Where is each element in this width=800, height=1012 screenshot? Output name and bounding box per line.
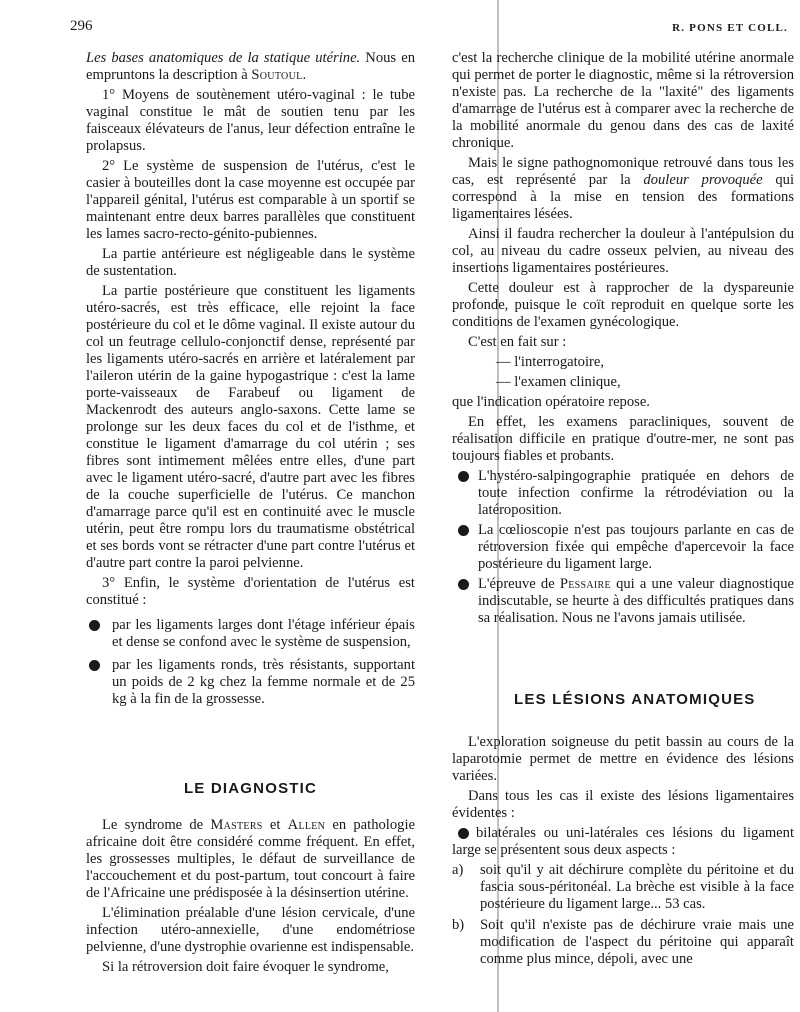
bullet-icon xyxy=(458,525,469,536)
paragraph: La partie postérieure que constituent les ligaments utéro-sacrés, est très efficace, elle rejoint la face postérieure du col et le dôme vaginal. Il existe autour du col un feutrage cellulo-conjonctif dense, représenté par les ligaments utéro-sacrés en arrière et latéralement par l'aileron utérin de la gaine hypogastrique : c'est la lame porte-vaisseaux de Farabeuf ou ligament de Mackenrodt des auteurs anglo-saxons. Cette lame se prolonge sur les deux faces du col et de l'isthme, et constitue le ligament d'amarrage du col utérin ; ses fibres sont intimement mêlées entre elles, d'une part avec le ligament utéro-sacré, d'autre part avec les fibres de la couche superficielle de l'utérus. Ce manchon d'amarrage parce qu'il est en continuité avec le muscle utérin, peut être rompu lors du traumatisme obstétrical et ses bords vont se rétracter d'une part contre l'utérus et d'autre part contre la paroi pelvienne. xyxy=(86,283,415,571)
paragraph: Si la rétroversion doit faire évoquer le syndrome, xyxy=(102,959,389,975)
paragraph: que l'indication opératoire repose. xyxy=(452,394,650,410)
bullet-icon xyxy=(89,620,100,631)
running-head: R. PONS ET COLL. xyxy=(672,22,788,34)
paragraph: Cette douleur est à rapprocher de la dyspareunie profonde, puisque le coït reproduit en quelque sorte les conditions de l'examen gynécologique. xyxy=(452,280,794,330)
dash-item: — l'interrogatoire, xyxy=(496,354,604,370)
bullet-icon xyxy=(458,579,469,590)
paragraph: Dans tous les cas il existe des lésions ligamentaires évidentes : xyxy=(452,788,794,821)
paragraph: En effet, les examens paracliniques, souvent de réalisation difficile en pratique d'outre-mer, ne sont pas toujours fiables et probants. xyxy=(452,414,794,464)
list-item: par les ligaments larges dont l'étage inférieur épais et dense se confond avec le système de suspension, xyxy=(86,617,415,651)
list-item: La cœlioscopie n'est pas toujours parlante en cas de rétroversion fixée qui empêche d'apercevoir la face postérieure du ligament large. xyxy=(452,522,794,573)
section-heading: LES LÉSIONS ANATOMIQUES xyxy=(514,691,756,708)
list-item: L'épreuve de Pessaire qui a une valeur diagnostique indiscutable, se heurte à des difficultés pratiques dans sa réalisation. Nous ne l'avons jamais utilisée. xyxy=(452,576,794,627)
list-item: par les ligaments ronds, très résistants, supportant un poids de 2 kg chez la femme normale et de 25 kg à la fin de la grossesse. xyxy=(86,657,415,708)
right-column xyxy=(452,50,794,972)
paragraph: La partie antérieure est négligeable dans le système de sustentation. xyxy=(86,246,415,279)
paragraph: Mais le signe pathognomonique retrouvé dans tous les cas, est représenté par la douleur provoquée qui correspond à la mise en tension des formations ligamentaires lésées. xyxy=(452,155,795,222)
paragraph: 3° Enfin, le système d'orientation de l'utérus est constitué : xyxy=(86,575,415,608)
paragraph: C'est en fait sur : xyxy=(468,334,567,350)
page-number: 296 xyxy=(70,18,93,34)
bullet-icon xyxy=(458,828,469,839)
enum-item: b) Soit qu'il n'existe pas de déchirure vraie mais une modification de l'aspect du péritoine qui apparaît comme plus mince, dépoli, avec une xyxy=(452,917,794,967)
section-heading: LE DIAGNOSTIC xyxy=(183,780,318,797)
list-item: bilatérales ou uni-latérales ces lésions du ligament large se présentent sous deux aspects : xyxy=(452,825,794,858)
dash-item: — l'examen clinique, xyxy=(496,374,621,390)
paragraph: c'est la recherche clinique de la mobilité utérine anormale qui permet de porter le diagnostic, même si la rétroversion n'existe pas. La recherche de la "laxité" des ligaments d'amarrage de l'utérus est à comparer avec la recherche de la mobilité anormale du genou dans des cas de laxité chronique. xyxy=(452,50,794,151)
paragraph: 2° Le système de suspension de l'utérus, c'est le casier à bouteilles dont la case moyenne est occupée par l'appareil génital, l'utérus est comparable à un sportif se maintenant entre deux barres parallèles que constituent les lames sacro-recto-génito-pubiennes. xyxy=(86,158,415,242)
bullet-icon xyxy=(458,471,469,482)
page-header xyxy=(0,16,800,38)
paragraph: L'exploration soigneuse du petit bassin au cours de la laparotomie permet de mettre en évidence des lésions variées. xyxy=(452,734,794,784)
left-column xyxy=(86,50,415,979)
list-item: L'hystéro-salpingographie pratiquée en dehors de toute infection confirme la rétrodéviation ou la latéroposition. xyxy=(452,468,794,519)
paragraph: Les bases anatomiques de la statique utérine. Nous en empruntons la description à Soutoul. xyxy=(86,50,415,83)
paragraph: Ainsi il faudra rechercher la douleur à l'antépulsion du col, au niveau du cadre osseux pelvien, au niveau des insertions ligamentaires postérieures. xyxy=(452,226,794,276)
bullet-icon xyxy=(89,660,100,671)
paragraph: Le syndrome de Masters et Allen en pathologie africaine doit être considéré comme fréquent. En effet, les grossesses multiples, le défaut de surveillance de l'accouchement et du post-partum, tout concourt à faire de l'Africaine une prédisposée à la désinsertion utérine. xyxy=(86,817,415,901)
paragraph: 1° Moyens de soutènement utéro-vaginal : le tube vaginal constitue le mât de soutien tenu par les faisceaux élévateurs de l'anus, leur défection entraîne le prolapsus. xyxy=(86,87,415,154)
enum-item: a) soit qu'il y ait déchirure complète du péritoine et du fascia sous-péritonéal. La brèche est visible à la face postérieure du ligament large... 53 cas. xyxy=(452,862,794,912)
paragraph: L'élimination préalable d'une lésion cervicale, d'une infection utéro-annexielle, d'une endométriose pelvienne, d'une dystrophie ovarienne est indispensable. xyxy=(86,905,415,955)
